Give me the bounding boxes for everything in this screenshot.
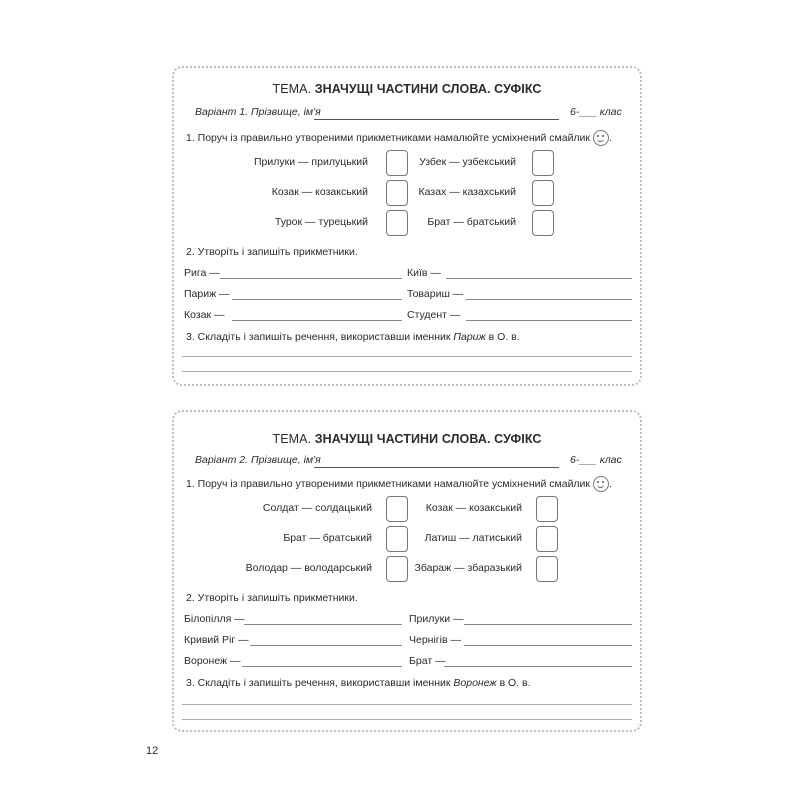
task-1-period: .	[609, 131, 612, 144]
answer-line[interactable]	[446, 278, 632, 279]
card-title	[174, 82, 640, 96]
answer-line[interactable]	[444, 666, 632, 667]
fill-right-2: Товариш —	[407, 288, 464, 300]
class-label: 6-___ клас	[570, 106, 622, 118]
sentence-line[interactable]	[182, 356, 632, 357]
fill-left-1: Білопілля —	[184, 613, 245, 625]
task-1-text: 1. Поруч із правильно утвореними прикметниками намалюйте усміхнений смайлик	[186, 477, 591, 490]
variant-label: Варіант 1. Прізвище, ім'я	[195, 106, 321, 118]
variant-label: Варіант 2. Прізвище, ім'я	[195, 454, 321, 466]
worksheet-card-variant-2	[172, 410, 642, 732]
sentence-line[interactable]	[182, 371, 632, 372]
pair-left-2: Козак — козакський	[271, 186, 368, 198]
task-3-word: Воронеж	[453, 677, 497, 689]
task-3	[186, 677, 531, 689]
pair-left-3: Володар — володарський	[245, 562, 372, 574]
answer-line[interactable]	[466, 320, 632, 321]
answer-line[interactable]	[466, 299, 632, 300]
task-1	[186, 130, 612, 146]
task-1-period: .	[609, 477, 612, 490]
fill-left-3: Воронеж —	[184, 655, 241, 667]
fill-right-2: Чернігів —	[409, 634, 461, 646]
title-prefix: ТЕМА.	[272, 432, 312, 446]
class-label: 6-___ клас	[570, 454, 622, 466]
title-main: ЗНАЧУЩІ ЧАСТИНИ СЛОВА. СУФІКС	[314, 432, 542, 446]
name-line[interactable]	[314, 119, 559, 120]
task-2: 2. Утворіть і запишіть прикметники.	[186, 246, 358, 258]
pair-right-3: Збараж — збаразький	[414, 562, 522, 574]
fill-right-3: Студент —	[407, 309, 461, 321]
answer-line[interactable]	[464, 645, 632, 646]
pair-right-1: Козак — козакський	[425, 502, 522, 514]
answer-box[interactable]	[532, 150, 554, 176]
card-title	[174, 432, 640, 446]
pair-right-1: Узбек — узбекський	[419, 156, 516, 168]
task-1-text: 1. Поруч із правильно утвореними прикметниками намалюйте усміхнений смайлик	[186, 131, 591, 144]
pair-right-2: Казах — казахський	[418, 186, 516, 198]
pair-right-3: Брат — братський	[427, 216, 516, 228]
smiley-icon	[593, 476, 609, 492]
fill-left-2: Кривий Ріг —	[184, 634, 249, 646]
pair-left-1: Солдат — солдацький	[262, 502, 372, 514]
task-3	[186, 331, 520, 343]
answer-box[interactable]	[536, 556, 558, 582]
fill-left-1: Рига —	[184, 267, 220, 279]
task-2: 2. Утворіть і запишіть прикметники.	[186, 592, 358, 604]
fill-right-1: Київ —	[407, 267, 441, 279]
sentence-line[interactable]	[182, 719, 632, 720]
task-3-case: в О. в.	[488, 331, 520, 343]
name-line[interactable]	[314, 467, 559, 468]
answer-box[interactable]	[536, 496, 558, 522]
pair-right-2: Латиш — латиський	[424, 532, 522, 544]
pair-left-3: Турок — турецький	[274, 216, 368, 228]
answer-box[interactable]	[532, 210, 554, 236]
fill-right-1: Прилуки —	[409, 613, 464, 625]
page-number: 12	[146, 745, 159, 757]
answer-box[interactable]	[532, 180, 554, 206]
answer-line[interactable]	[220, 278, 402, 279]
fill-right-3: Брат —	[409, 655, 446, 667]
answer-line[interactable]	[232, 320, 402, 321]
task-3-text: 3. Складіть і запишіть речення, використавши іменник	[186, 331, 451, 343]
task-3-text: 3. Складіть і запишіть речення, використавши іменник	[186, 677, 451, 689]
title-prefix: ТЕМА.	[272, 82, 312, 96]
worksheet-card-variant-1	[172, 66, 642, 386]
fill-left-2: Париж —	[184, 288, 230, 300]
smiley-icon	[593, 130, 609, 146]
answer-line[interactable]	[242, 666, 402, 667]
answer-box[interactable]	[536, 526, 558, 552]
answer-line[interactable]	[232, 299, 402, 300]
answer-line[interactable]	[464, 624, 632, 625]
task-1	[186, 476, 612, 492]
task-3-word: Париж	[453, 331, 486, 343]
task-3-case: в О. в.	[499, 677, 531, 689]
pair-left-2: Брат — братський	[283, 532, 372, 544]
title-main: ЗНАЧУЩІ ЧАСТИНИ СЛОВА. СУФІКС	[314, 82, 542, 96]
answer-line[interactable]	[250, 645, 402, 646]
pair-left-1: Прилуки — прилуцький	[254, 156, 368, 168]
sentence-line[interactable]	[182, 704, 632, 705]
answer-line[interactable]	[244, 624, 402, 625]
fill-left-3: Козак —	[184, 309, 225, 321]
